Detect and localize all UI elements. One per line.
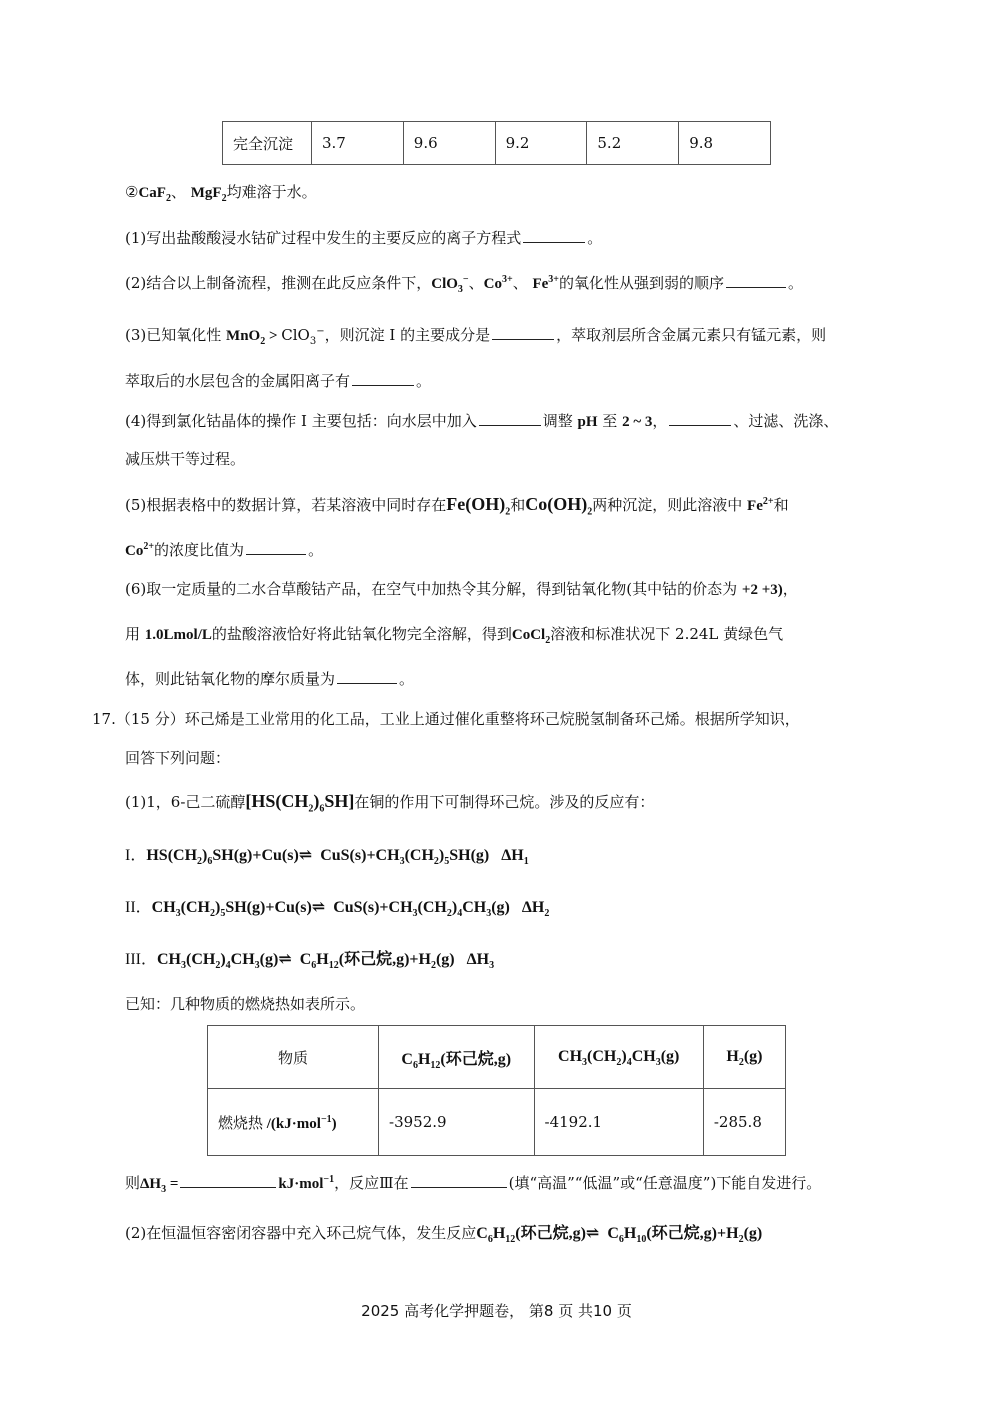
combustion-heat-table bbox=[207, 1025, 786, 1156]
table-header-row bbox=[208, 1026, 786, 1089]
q16-part4-line2: 减压烘干等过程。 bbox=[125, 450, 246, 468]
table-cell: 9.2 bbox=[495, 122, 587, 165]
q16-part3: (3)已知氧化性 MnO$_2$ > ClO$_3$−，则沉淀 I 的主要成分是 ，萃取剂层所含金属元素只有锰元素，则 bbox=[125, 326, 827, 347]
header-substance: 物质 bbox=[208, 1026, 379, 1089]
q16-part1: (1)写出盐酸酸浸水钴矿过程中发生的主要反应的离子方程式 。 bbox=[125, 229, 603, 247]
header-hexane: $CH_3(CH_2)_4CH_3(g)$ bbox=[534, 1026, 703, 1089]
reaction-1: I．$HS(CH_2)_6SH(g)+Cu(s)\rightleftharpoons$ $CuS(s)+CH_3(CH_2)_5SH(g)$ $\Delta H_1$ bbox=[125, 847, 529, 868]
precipitation-table bbox=[222, 121, 771, 165]
q16-part6-line2: 用 1.0Lmol/L的盐酸溶液恰好将此钴氧化物完全溶解，得到CoCl$_2$溶液和标准状况下 2.24L 黄绿色气 bbox=[125, 625, 784, 646]
header-cyclohexane: $C_6H_{12}$(环己烷,g) bbox=[379, 1026, 535, 1089]
q16-part6-line3: 体，则此钴氧化物的摩尔质量为 。 bbox=[125, 670, 415, 688]
table-cell: 5.2 bbox=[587, 122, 679, 165]
q17-part2: (2)在恒温恒容密闭容器中充入环己烷气体，发生反应$C_6H_{12}$(环己烷,g)⇌ $C_6H_{10}$(环己烷$,g)+H_2(g)$ bbox=[125, 1224, 763, 1246]
q17-intro-line2: 回答下列问题： bbox=[125, 749, 231, 767]
q17-part1: (1)1，6-己二硫醇$[HS(CH_2)_6SH]$在铜的作用下可制得环己烷。涉及的反应有： bbox=[125, 791, 655, 815]
q16-part3-line2: 萃取后的水层包含的金属阳离子有 。 bbox=[125, 372, 432, 390]
q16-part4: (4)得到氯化钴晶体的操作 I 主要包括：向水层中加入 调整 pH 至 2 ~ 3， 、过滤、洗涤、 bbox=[125, 412, 839, 430]
table-cell: 9.6 bbox=[403, 122, 495, 165]
row-label-heat: 燃烧热 /(kJ·mol$^{-1}$) bbox=[208, 1089, 379, 1156]
header-hydrogen: $H_2(g)$ bbox=[703, 1026, 785, 1089]
circled-two: ② bbox=[125, 183, 139, 201]
table-row bbox=[223, 122, 771, 165]
reaction-3: III．$CH_3(CH_2)_4CH_3(g)\rightleftharpoons$ $C_6H_{12}$(环己烷$,g)+H_2(g)$ $\Delta H_3$ bbox=[125, 951, 495, 972]
q17-intro: 17.（15 分）环己烯是工业常用的化工品，工业上通过催化重整将环己烷脱氢制备环己烯。根据所学知识， bbox=[92, 710, 800, 728]
table-cell: 3.7 bbox=[312, 122, 404, 165]
q16-part5-line2: $Co^{2+}$的浓度比值为 。 bbox=[125, 541, 324, 559]
page-footer: 2025 高考化学押题卷， 第8 页 共10 页 bbox=[361, 1302, 632, 1320]
table-cell: -285.8 bbox=[703, 1089, 785, 1156]
table-row-label: 完全沉淀 bbox=[223, 122, 312, 165]
reaction-2: II．$CH_3(CH_2)_5SH(g)+Cu(s)\rightleftharpoons$ $CuS(s)+CH_3(CH_2)_4CH_3(g)$ $\Delta H_2$ bbox=[125, 899, 550, 920]
q16-part2: (2)结合以上制备流程，推测在此反应条件下，ClO$_3$−、$Co^{3+}$、 $Fe^{3+}$的氧化性从强到弱的顺序 。 bbox=[125, 274, 804, 295]
table-cell: 9.8 bbox=[679, 122, 771, 165]
q16-part5: (5)根据表格中的数据计算，若某溶液中同时存在$Fe(OH)_2$和$Co(OH)_2$两种沉淀，则此溶液中 $Fe^{2+}$和 bbox=[125, 494, 789, 518]
known-text: 已知：几种物质的燃烧热如表所示。 bbox=[125, 995, 366, 1013]
note-2: ②CaF$_2$、 MgF$_2$均难溶于水。 bbox=[125, 183, 317, 204]
table-cell: -4192.1 bbox=[534, 1089, 703, 1156]
q17-answer-line: 则$\Delta H_3 = kJ\cdot mol^{-1}$，反应Ⅲ在 (填“高温”“低温”或“任意温度”)下能自发进行。 bbox=[125, 1174, 822, 1195]
table-cell: -3952.9 bbox=[379, 1089, 535, 1156]
table-row bbox=[208, 1089, 786, 1156]
q16-part6: (6)取一定质量的二水合草酸钴产品，在空气中加热令其分解，得到钴氧化物(其中钴的价态为 +2 +3)， bbox=[125, 580, 798, 598]
